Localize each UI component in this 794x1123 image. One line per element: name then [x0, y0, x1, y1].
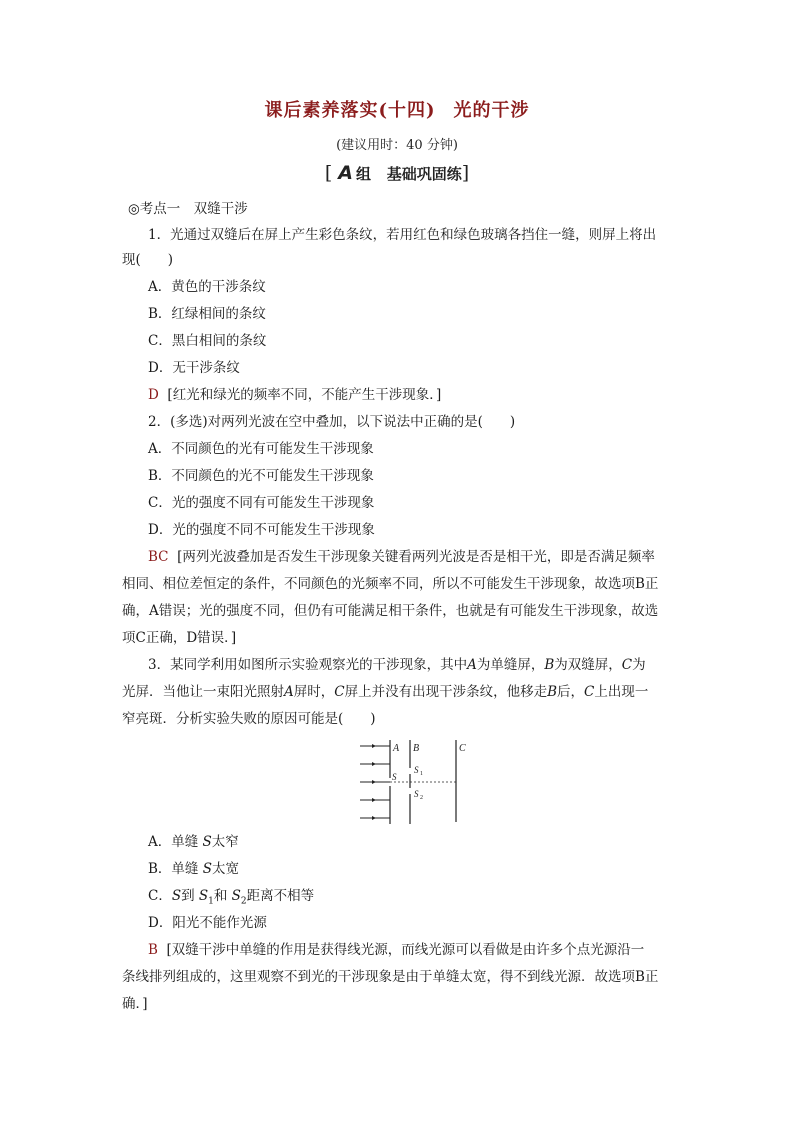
q1-option-a: A．黄色的干涉条纹 [148, 279, 266, 295]
figure-label-s: S [392, 772, 397, 782]
q3-text: 为单缝屏， [476, 657, 545, 673]
q2-explanation-line2: 相同、相位差恒定的条件，不同颜色的光频率不同，所以不可能发生干涉现象，故选项B正 [122, 576, 659, 592]
q3-answer-line [148, 941, 644, 960]
q3-stem-line1 [148, 656, 646, 675]
q2-explanation-line1: [两列光波叠加是否发生干涉现象关键看两列光波是否是相干光，即是否满足频率 [177, 549, 655, 565]
q3-var-s1-sub: 1 [208, 896, 214, 907]
group-letter: A [338, 162, 353, 184]
q3-option-text: C． [148, 888, 172, 904]
q3-var-a: A [467, 657, 477, 673]
q3-text: 屏时， [293, 684, 335, 700]
q2-answer-line [148, 548, 655, 567]
q3-text: 后， [557, 684, 585, 700]
q2-option-a: A．不同颜色的光有可能发生干涉现象 [148, 441, 374, 457]
q1-option-d: D．无干涉条纹 [148, 360, 240, 376]
q3-option-text: 距离不相等 [246, 888, 315, 904]
q3-option-text: 太窄 [211, 834, 239, 850]
arrow-head [372, 816, 376, 820]
q3-var-c: C [334, 684, 345, 700]
q3-option-b [148, 860, 239, 879]
page-title [0, 96, 794, 122]
q3-option-text: B．单缝 [148, 861, 203, 877]
q3-var-s2: S [231, 888, 241, 904]
q1-stem-line1: 1．光通过双缝后在屏上产生彩色条纹，若用红色和绿色玻璃各挡住一缝，则屏上将出 [148, 227, 657, 243]
figure-label-s2-sub: 2 [420, 795, 423, 801]
q3-var-b: B [544, 657, 555, 673]
arrow-head [372, 798, 376, 802]
q3-option-text: A．单缝 [148, 834, 203, 850]
q3-var-c: C [621, 657, 633, 673]
figure-label-s2: S [414, 789, 419, 799]
q3-var-a: A [284, 684, 294, 700]
q1-stem-line2: 现( ) [122, 252, 174, 268]
q1-answer: D [148, 387, 159, 403]
q3-stem-line3: 窄亮斑．分析实验失败的原因可能是( ) [122, 711, 376, 727]
arrow-heads [372, 744, 376, 820]
q3-explanation-line2: 条线排列组成的，这里观察不到光的干涉现象是由于单缝太宽，得不到线光源．故选项B正 [122, 969, 659, 985]
q3-stem-line2 [122, 683, 648, 702]
q1-option-b: B．红绿相间的条纹 [148, 306, 266, 322]
q3-var-s1: S [198, 888, 209, 904]
q2-option-b: B．不同颜色的光不可能发生干涉现象 [148, 468, 374, 484]
q3-text: 光屏．当他让一束阳光照射 [122, 684, 284, 700]
q3-option-text: 太宽 [211, 861, 239, 877]
q3-answer: B [148, 942, 158, 958]
q3-explanation-line1: [双缝干涉中单缝的作用是获得线光源，而线光源可以看做是由许多个点光源沿一 [166, 942, 645, 958]
q1-option-c: C．黑白相间的条纹 [148, 333, 267, 349]
arrow-head [372, 744, 376, 748]
q1-explanation: [红光和绿光的频率不同，不能产生干涉现象．] [167, 387, 442, 403]
q3-text: 为双缝屏， [554, 657, 622, 673]
q3-text: 屏上并没有出现干涉条纹，他移走 [344, 684, 548, 700]
q2-explanation-line4: 项C正确，D错误．] [122, 630, 237, 646]
q3-var-s: S [171, 888, 182, 904]
q2-answer: BC [148, 549, 169, 565]
q3-var-b: B [547, 684, 558, 700]
group-name: 基础巩固练 [386, 165, 462, 183]
q2-option-c: C．光的强度不同有可能发生干涉现象 [148, 495, 375, 511]
group-label: 组 [356, 165, 372, 183]
figure-label-a: A [393, 743, 400, 754]
figure-label-b: B [413, 743, 420, 754]
q3-option-text: 和 [213, 888, 232, 904]
q2-explanation-line3: 确，A错误；光的强度不同，但仍有可能满足相干条件，也就是有可能发生干涉现象，故选 [122, 603, 659, 619]
q3-option-c [148, 887, 314, 912]
q3-text: 为 [632, 657, 646, 673]
bracket-close: ] [461, 162, 470, 184]
q3-explanation-line3: 确．] [122, 996, 148, 1012]
q3-text: 上出现一 [594, 684, 649, 700]
q1-answer-line [148, 386, 441, 405]
kaodian-heading: ◎考点一 双缝干涉 [128, 201, 248, 217]
time-note: (建议用时：40 分钟) [336, 138, 458, 153]
arrow-head [372, 780, 376, 784]
q2-option-d: D．光的强度不同不可能发生干涉现象 [148, 522, 375, 538]
q2-stem: 2．(多选)对两列光波在空中叠加，以下说法中正确的是( ) [148, 414, 516, 430]
arrow-head [372, 762, 376, 766]
figure-label-s1: S [414, 765, 419, 775]
q3-option-d: D．阳光不能作光源 [148, 915, 267, 931]
q3-option-a [148, 833, 239, 852]
q3-var-c: C [584, 684, 595, 700]
q3-option-text: 到 [181, 888, 199, 904]
figure-label-s1-sub: 1 [420, 771, 423, 777]
title-topic: 光的干涉 [453, 100, 530, 121]
title-main: 课后素养落实(十四) [264, 100, 436, 121]
group-heading [0, 162, 794, 184]
q3-var-s2-sub: 2 [240, 896, 247, 907]
figure-label-c: C [459, 743, 466, 754]
q3-var-s: S [202, 834, 212, 850]
bracket-open: [ [324, 162, 333, 184]
q3-text: 3．某同学利用如图所示实验观察光的干涉现象，其中 [148, 657, 468, 673]
double-slit-figure [356, 738, 466, 824]
q3-var-s: S [202, 861, 212, 877]
